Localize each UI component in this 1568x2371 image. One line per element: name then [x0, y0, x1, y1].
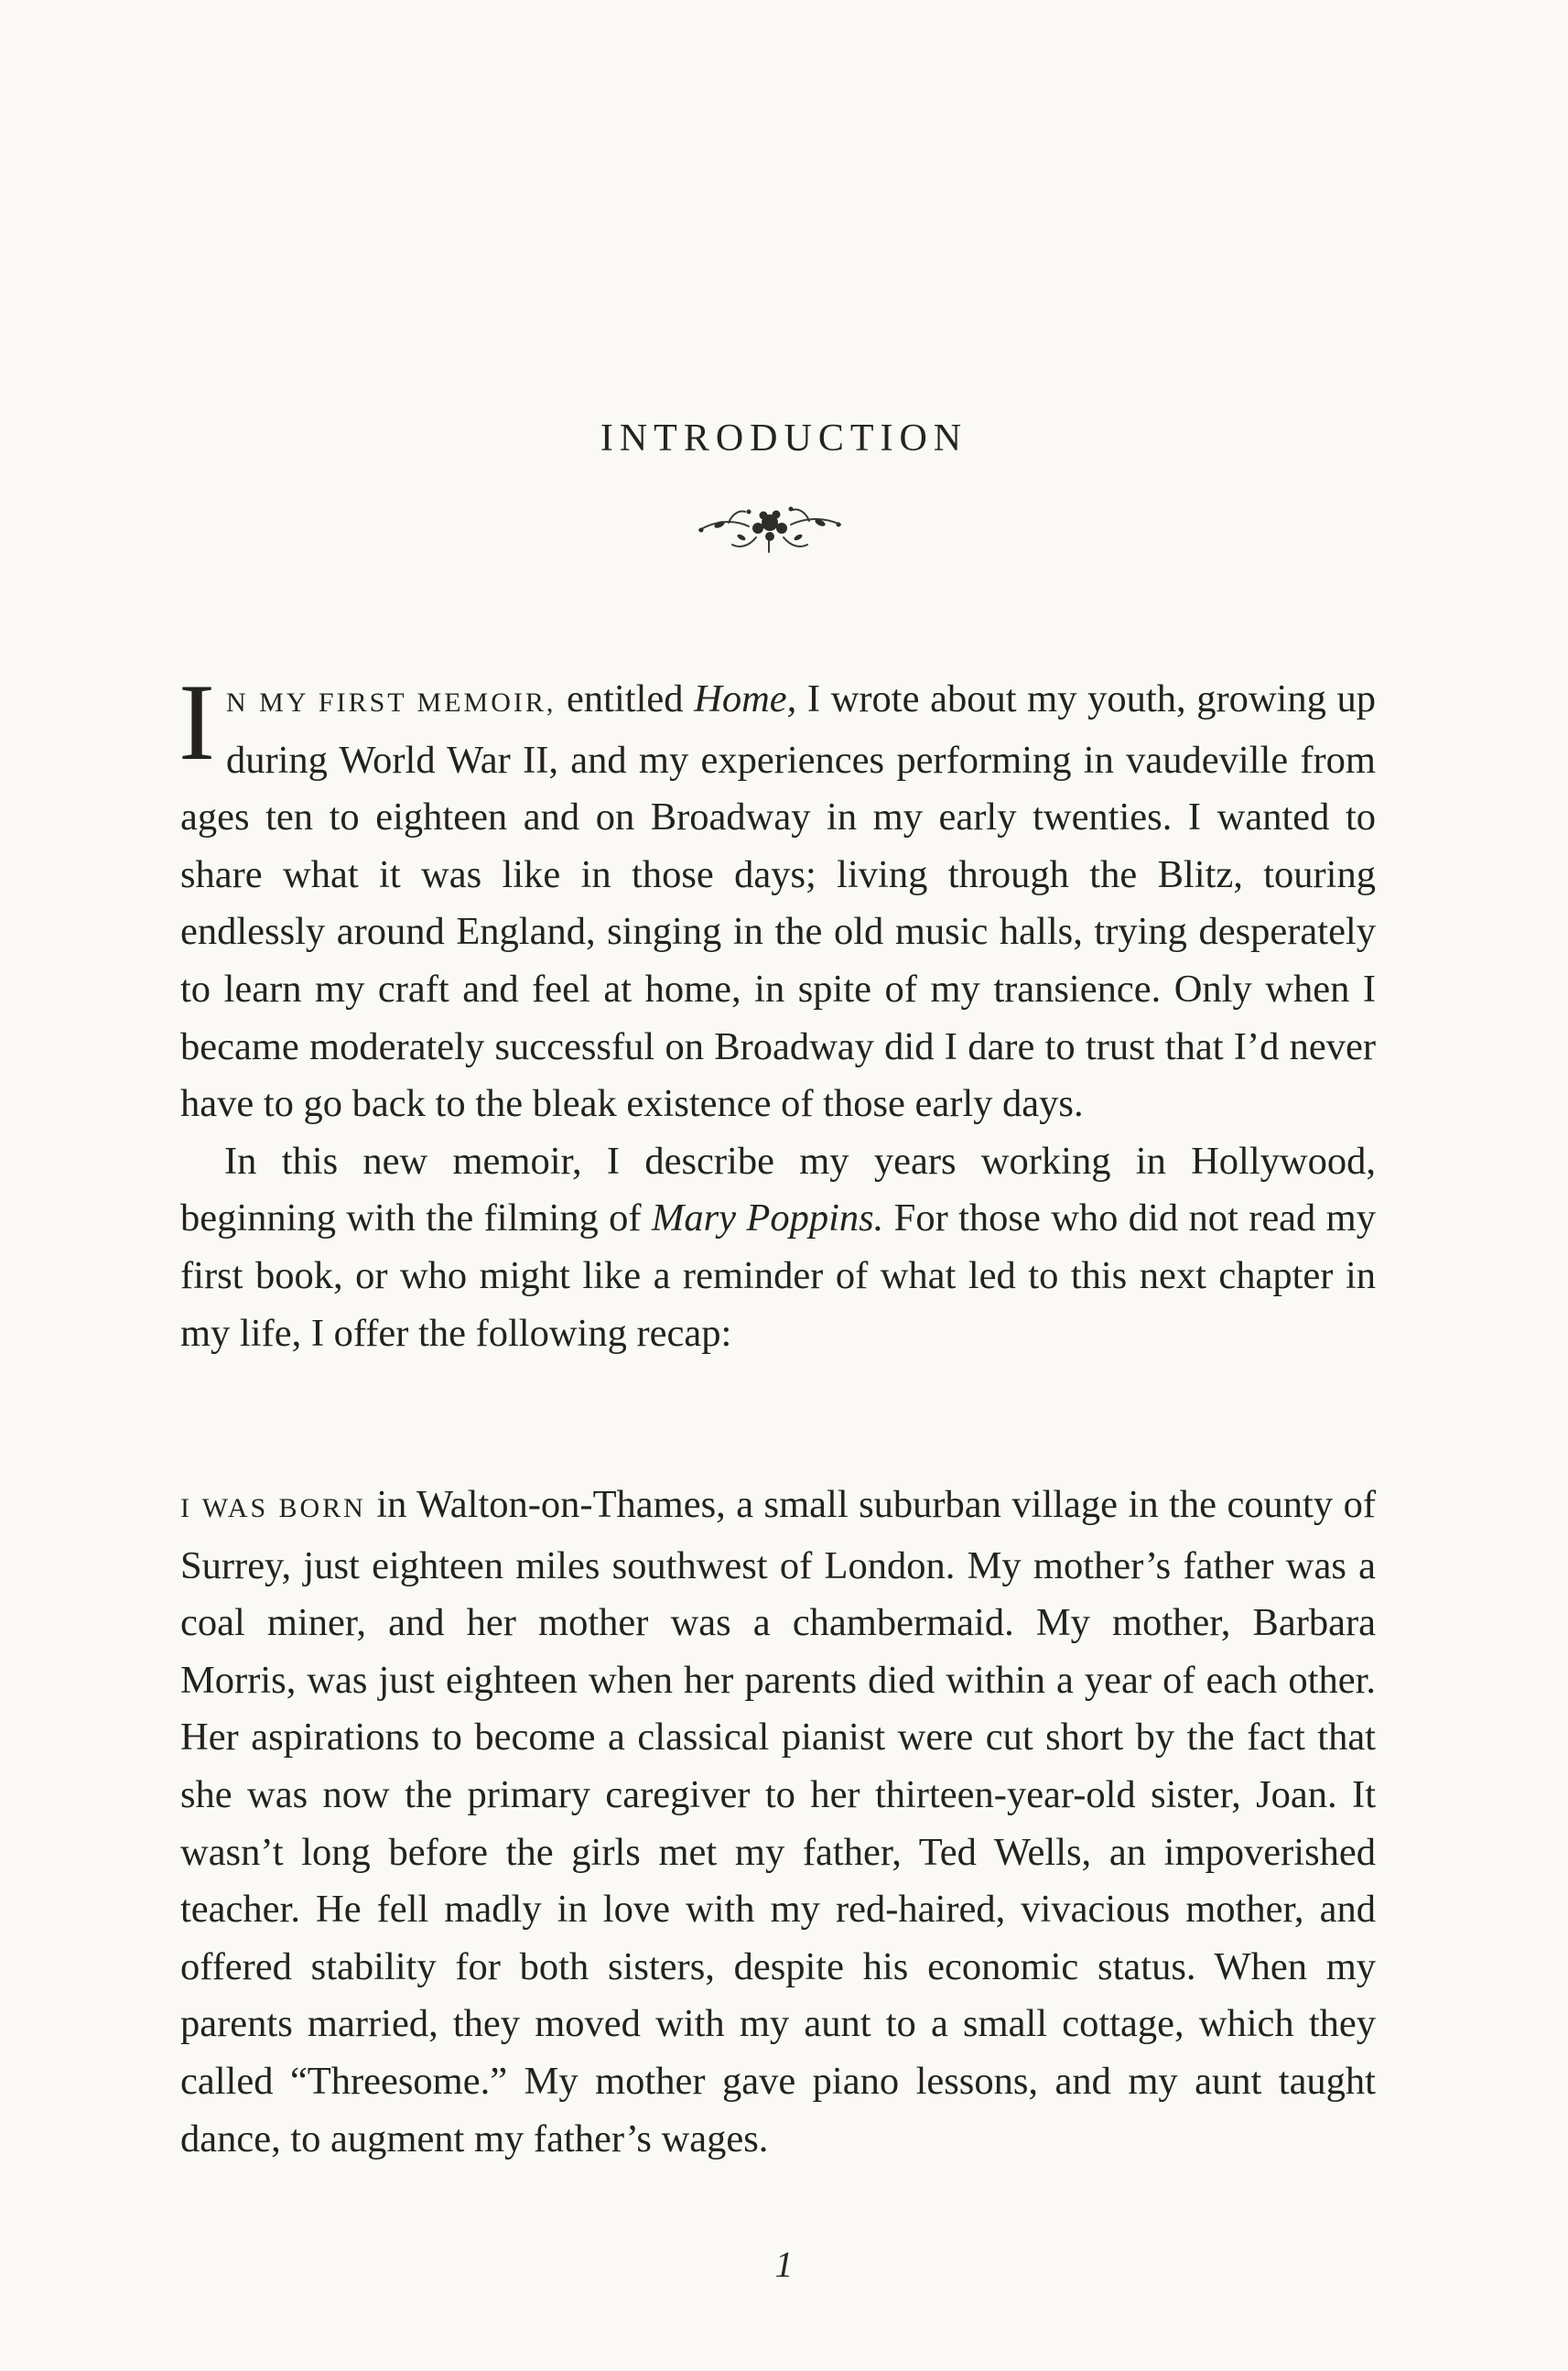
recap-text: in Walton-on-Thames, a small suburban village in the county of Surrey, just eighteen miles southwest of London. My mother’s father was a coal miner, and her mother was a chambermaid. My mother, Barbara Morris, was just eighteen when her parents died within a year of each other. Her aspirations to become a classical pianist were cut short by the fact that she was now the primary caregiver to her thirteen-year-old sister, Joan. It wasn’t long before the girls met my father, Ted Wells, an impoverished teacher. He fell madly in love with my red-haired, vivacious mother, and offered stability for both sisters, despite his economic status. When my parents married, they moved with my aunt to a small cottage, which they called “Threesome.” My mother gave piano lessons, and my aunt taught dance, to augment my father’s wages.	[180, 1483, 1376, 2160]
drop-cap: I	[178, 661, 215, 783]
book-title-home: Home,	[694, 677, 797, 720]
opening-paragraph	[178, 661, 1376, 1133]
opening-smallcaps: N MY FIRST MEMOIR,	[225, 687, 557, 718]
second-text-a: In this new memoir, I describe my years working in Hollywood, beginning with the filming of	[180, 1139, 1376, 1240]
recap-paragraph	[180, 1477, 1376, 2168]
recap-smallcaps: I WAS BORN	[180, 1493, 366, 1523]
second-text-b: For those who did not read my first book, or who might like a reminder of what led to this next chapter in my life, I offer the following recap:	[180, 1196, 1376, 1355]
opening-text-b: I wrote about my youth, growing up during World War II, and my experiences performing in vaudeville from ages ten to eighteen and on Broadway in my early twenties. I wanted to share what it was like in those days; living through the Blitz, touring endlessly around England, singing in the old music halls, trying desperately to learn my craft and feel at home, in spite of my transience. Only when I became moderately successful on Broadway did I dare to trust that I’d never have to go back to the bleak existence of those early days.	[180, 677, 1376, 1126]
floral-ornament-icon	[692, 497, 848, 554]
introduction-body	[178, 661, 1376, 1362]
second-paragraph	[180, 1133, 1376, 1362]
chapter-title: INTRODUCTION	[600, 417, 968, 460]
page-number: 1	[774, 2244, 794, 2285]
film-title-mary-poppins: Mary Poppins.	[651, 1196, 884, 1240]
recap-body	[180, 1477, 1376, 2168]
opening-text-a: entitled	[556, 677, 695, 720]
